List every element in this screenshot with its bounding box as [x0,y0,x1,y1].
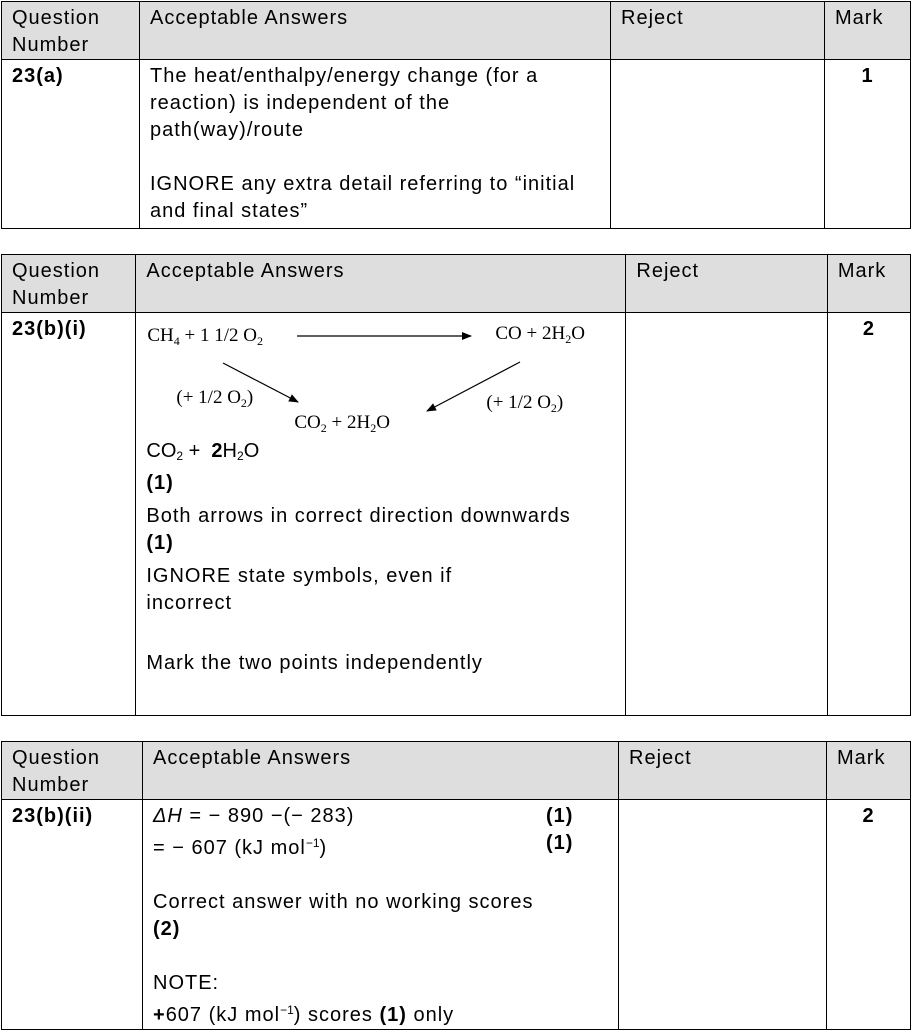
header-reject: Reject [611,2,825,60]
right-oxygen-label: (+ 1/2 $O_2$) [486,392,564,415]
question-number: 23(a) [2,60,140,229]
point2-mark: (1) [146,532,174,554]
point1-formula: $CO_2 + 2H_2O$ [146,440,260,463]
result-line: = − 607 (kJ mol$^{-1}$) (1) [153,832,574,859]
point2-text: Both arrows in correct direction downwards [146,505,571,527]
note-heading: NOTE: [153,972,220,994]
header-question-number: Question Number [2,742,143,800]
line2-mark: (1) [546,832,574,854]
header-acceptable-answers: Acceptable Answers [140,2,611,60]
no-working-note: Correct answer with no working scores [153,891,534,913]
reject-cell [619,800,827,1030]
header-reject: Reject [626,255,827,313]
question-number: 23(b)(i) [2,313,136,716]
positive-only: only [413,1004,455,1026]
acceptable-answers-cell [143,800,619,1030]
positive-mark: (1) [379,1004,407,1026]
mark-scheme-table-23bi [1,254,911,716]
left-oxygen-label: (+ 1/2 $O_2$) [176,387,254,410]
header-mark: Mark [827,255,910,313]
point1-mark: (1) [146,472,174,494]
header-mark: Mark [827,742,911,800]
acceptable-answers-cell [140,60,611,229]
header-question-number: Question Number [2,255,136,313]
reject-cell [611,60,825,229]
no-working-mark: (2) [153,918,181,940]
result-value: = − 607 (kJ mol [153,837,306,859]
delta-h-expression: − 890 −(− 283) [208,805,355,827]
header-acceptable-answers: Acceptable Answers [136,255,626,313]
products-top-label: CO + $2H_2O$ [495,323,585,346]
hess-cycle-diagram [145,316,615,438]
delta-h-line: ΔH = − 890 −(− 283) (1) [153,803,608,830]
reject-cell [626,313,827,716]
ignore-note: IGNORE state symbols, even if incorrect [146,565,453,614]
mark-scheme-table-23a [1,1,911,229]
question-number: 23(b)(ii) [2,800,143,1030]
mark-scheme-table-23bii [1,741,911,1030]
positive-value: 607 (kJ mol [165,1004,281,1026]
header-acceptable-answers: Acceptable Answers [143,742,619,800]
line1-mark: (1) [546,805,574,827]
bottom-products-label: $CO_2 + 2H_2O$ [294,412,390,435]
mark-value: 1 [825,60,911,229]
header-mark: Mark [825,2,911,60]
positive-answer-note: +607 (kJ mol$^{-1}$) scores (1) only [153,1003,455,1026]
answer-text: The heat/enthalpy/energy change (for a reaction) is independent of the path(way)/route [150,65,539,141]
positive-suffix: ) scores [293,1004,373,1026]
independent-note: Mark the two points independently [146,652,483,674]
mark-value: 2 [827,313,910,716]
header-reject: Reject [619,742,827,800]
header-question-number: Question Number [2,2,140,60]
answer-note: IGNORE any extra detail referring to “initial and final states” [150,173,576,222]
acceptable-answers-cell [136,313,626,716]
reactants-label: $CH_4 + 1$ 1/2 $O_2$ [147,325,263,348]
mark-value: 2 [827,800,911,1030]
